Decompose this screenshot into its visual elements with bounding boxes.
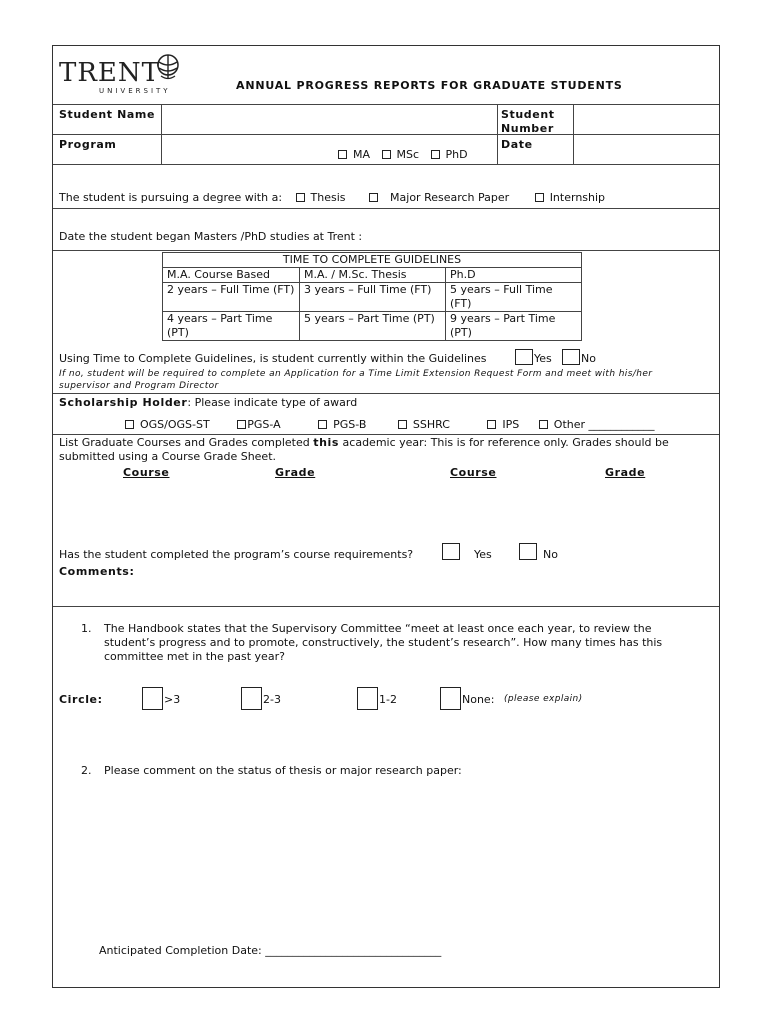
- meet-option-1-2-label: 1-2: [379, 693, 397, 706]
- trent-logo: [59, 58, 194, 98]
- student-number-label: Student Number: [501, 108, 555, 135]
- program-option-msc[interactable]: MSc: [382, 148, 420, 161]
- requirements-no-box[interactable]: [519, 543, 537, 560]
- guidelines-col: Ph.D: [446, 268, 582, 283]
- degree-option-thesis[interactable]: Thesis: [296, 191, 346, 204]
- checkbox-icon: [382, 150, 391, 159]
- requirements-question: Has the student completed the program’s course requirements?: [59, 548, 414, 561]
- award-pgs-a[interactable]: PGS-A: [237, 418, 280, 431]
- scholarship-prompt: : Please indicate type of award: [187, 396, 358, 409]
- guidelines-col: M.A. / M.Sc. Thesis: [300, 268, 446, 283]
- degree-option-mrp[interactable]: Major Research Paper: [369, 191, 509, 204]
- guidelines-cell: 4 years – Part Time (PT): [163, 312, 300, 341]
- award-pgs-b[interactable]: PGS-B: [318, 418, 366, 431]
- checkbox-icon: [296, 193, 305, 202]
- meet-option-none-box[interactable]: [440, 687, 461, 710]
- checkbox-icon: [318, 420, 327, 429]
- student-name-label: Student Name: [59, 108, 156, 121]
- meet-option-gt3-box[interactable]: [142, 687, 163, 710]
- courses-intro: List Graduate Courses and Grades completed this academic year: This is for reference only. Grades should be submitted using a Course Grade Sheet.: [59, 436, 669, 463]
- comments-label: Comments:: [59, 565, 135, 578]
- award-ips[interactable]: IPS: [487, 418, 519, 431]
- guidelines-cell: 3 years – Full Time (FT): [300, 283, 446, 312]
- checkbox-icon: [431, 150, 440, 159]
- award-ogs[interactable]: OGS/OGS-ST: [125, 418, 210, 431]
- student-number-field[interactable]: [574, 104, 719, 134]
- guidelines-yes-box[interactable]: [515, 349, 533, 365]
- courses-entry-area[interactable]: [59, 482, 709, 542]
- comments-field[interactable]: [133, 562, 713, 602]
- guidelines-col: M.A. Course Based: [163, 268, 300, 283]
- please-explain-note: (please explain): [504, 694, 583, 704]
- program-option-phd[interactable]: PhD: [431, 148, 468, 161]
- q1-number: 1.: [81, 622, 92, 635]
- checkbox-icon: [535, 193, 544, 202]
- circle-label: Circle:: [59, 693, 103, 706]
- scholarship-options: [125, 418, 655, 431]
- guidelines-no-box[interactable]: [562, 349, 580, 365]
- guidelines-cell: 2 years – Full Time (FT): [163, 283, 300, 312]
- start-date-prompt: Date the student began Masters /PhD studies at Trent :: [59, 230, 363, 243]
- logo-subtitle: UNIVERSITY: [99, 87, 171, 95]
- scholarship-row: [59, 396, 357, 409]
- grade-col-2: Grade: [605, 466, 646, 479]
- guidelines-question: Using Time to Complete Guidelines, is student currently within the Guidelines: [59, 352, 487, 365]
- program-label: Program: [59, 138, 117, 151]
- guidelines-title: TIME TO COMPLETE GUIDELINES: [163, 253, 582, 268]
- course-col-2: Course: [450, 466, 497, 479]
- date-label: Date: [501, 138, 533, 151]
- program-option-ma[interactable]: MA: [338, 148, 370, 161]
- checkbox-icon: [338, 150, 347, 159]
- guidelines-cell: 5 years – Part Time (PT): [300, 312, 446, 341]
- requirements-yes-label: Yes: [474, 548, 492, 561]
- checkbox-icon: [398, 420, 407, 429]
- progress-report-form: [52, 45, 720, 988]
- meet-option-gt3-label: >3: [164, 693, 181, 706]
- degree-prompt: The student is pursuing a degree with a:: [59, 191, 283, 204]
- q2-response-area[interactable]: [93, 784, 693, 934]
- course-col-1: Course: [123, 466, 170, 479]
- date-field[interactable]: [574, 134, 719, 164]
- checkbox-icon: [539, 420, 548, 429]
- requirements-no-label: No: [543, 548, 558, 561]
- checkbox-icon: [237, 420, 246, 429]
- guidelines-cell: 5 years – Full Time (FT): [446, 283, 582, 312]
- meet-option-none-label: None:: [462, 693, 495, 706]
- meet-option-1-2-box[interactable]: [357, 687, 378, 710]
- meet-option-2-3-box[interactable]: [241, 687, 262, 710]
- q1-text: The Handbook states that the Supervisory Committee “meet at least once each year, to review the student’s progress and to promote, constructively, the student’s research”. How many times has this committee met in the past year?: [104, 622, 663, 663]
- degree-option-internship[interactable]: Internship: [535, 191, 605, 204]
- logo-wordmark: TRENT: [59, 58, 160, 88]
- q2-number: 2.: [81, 764, 92, 777]
- award-sshrc[interactable]: SSHRC: [398, 418, 450, 431]
- guidelines-yes-label: Yes: [534, 352, 552, 365]
- guidelines-note: If no, student will be required to complete an Application for a Time Limit Extension Request Form and meet with his/her supervisor and Program Director: [59, 369, 653, 391]
- q2-text: Please comment on the status of thesis or major research paper:: [104, 764, 462, 777]
- checkbox-icon: [487, 420, 496, 429]
- trent-crest-icon: [151, 52, 185, 82]
- requirements-yes-box[interactable]: [442, 543, 460, 560]
- guidelines-cell: 9 years – Part Time (PT): [446, 312, 582, 341]
- checkbox-icon: [125, 420, 134, 429]
- guidelines-table: [162, 252, 582, 341]
- program-options: [338, 148, 468, 161]
- scholarship-label: Scholarship Holder: [59, 396, 188, 409]
- degree-type-row: [59, 191, 605, 204]
- meet-option-2-3-label: 2-3: [263, 693, 281, 706]
- award-other[interactable]: Other ____________: [539, 418, 655, 431]
- grade-col-1: Grade: [275, 466, 316, 479]
- checkbox-icon: [369, 193, 378, 202]
- guidelines-no-label: No: [581, 352, 596, 365]
- student-name-field[interactable]: [162, 104, 497, 134]
- anticipated-completion-date[interactable]: Anticipated Completion Date: ________________________________: [99, 944, 442, 957]
- form-title: ANNUAL PROGRESS REPORTS FOR GRADUATE STUDENTS: [236, 79, 623, 92]
